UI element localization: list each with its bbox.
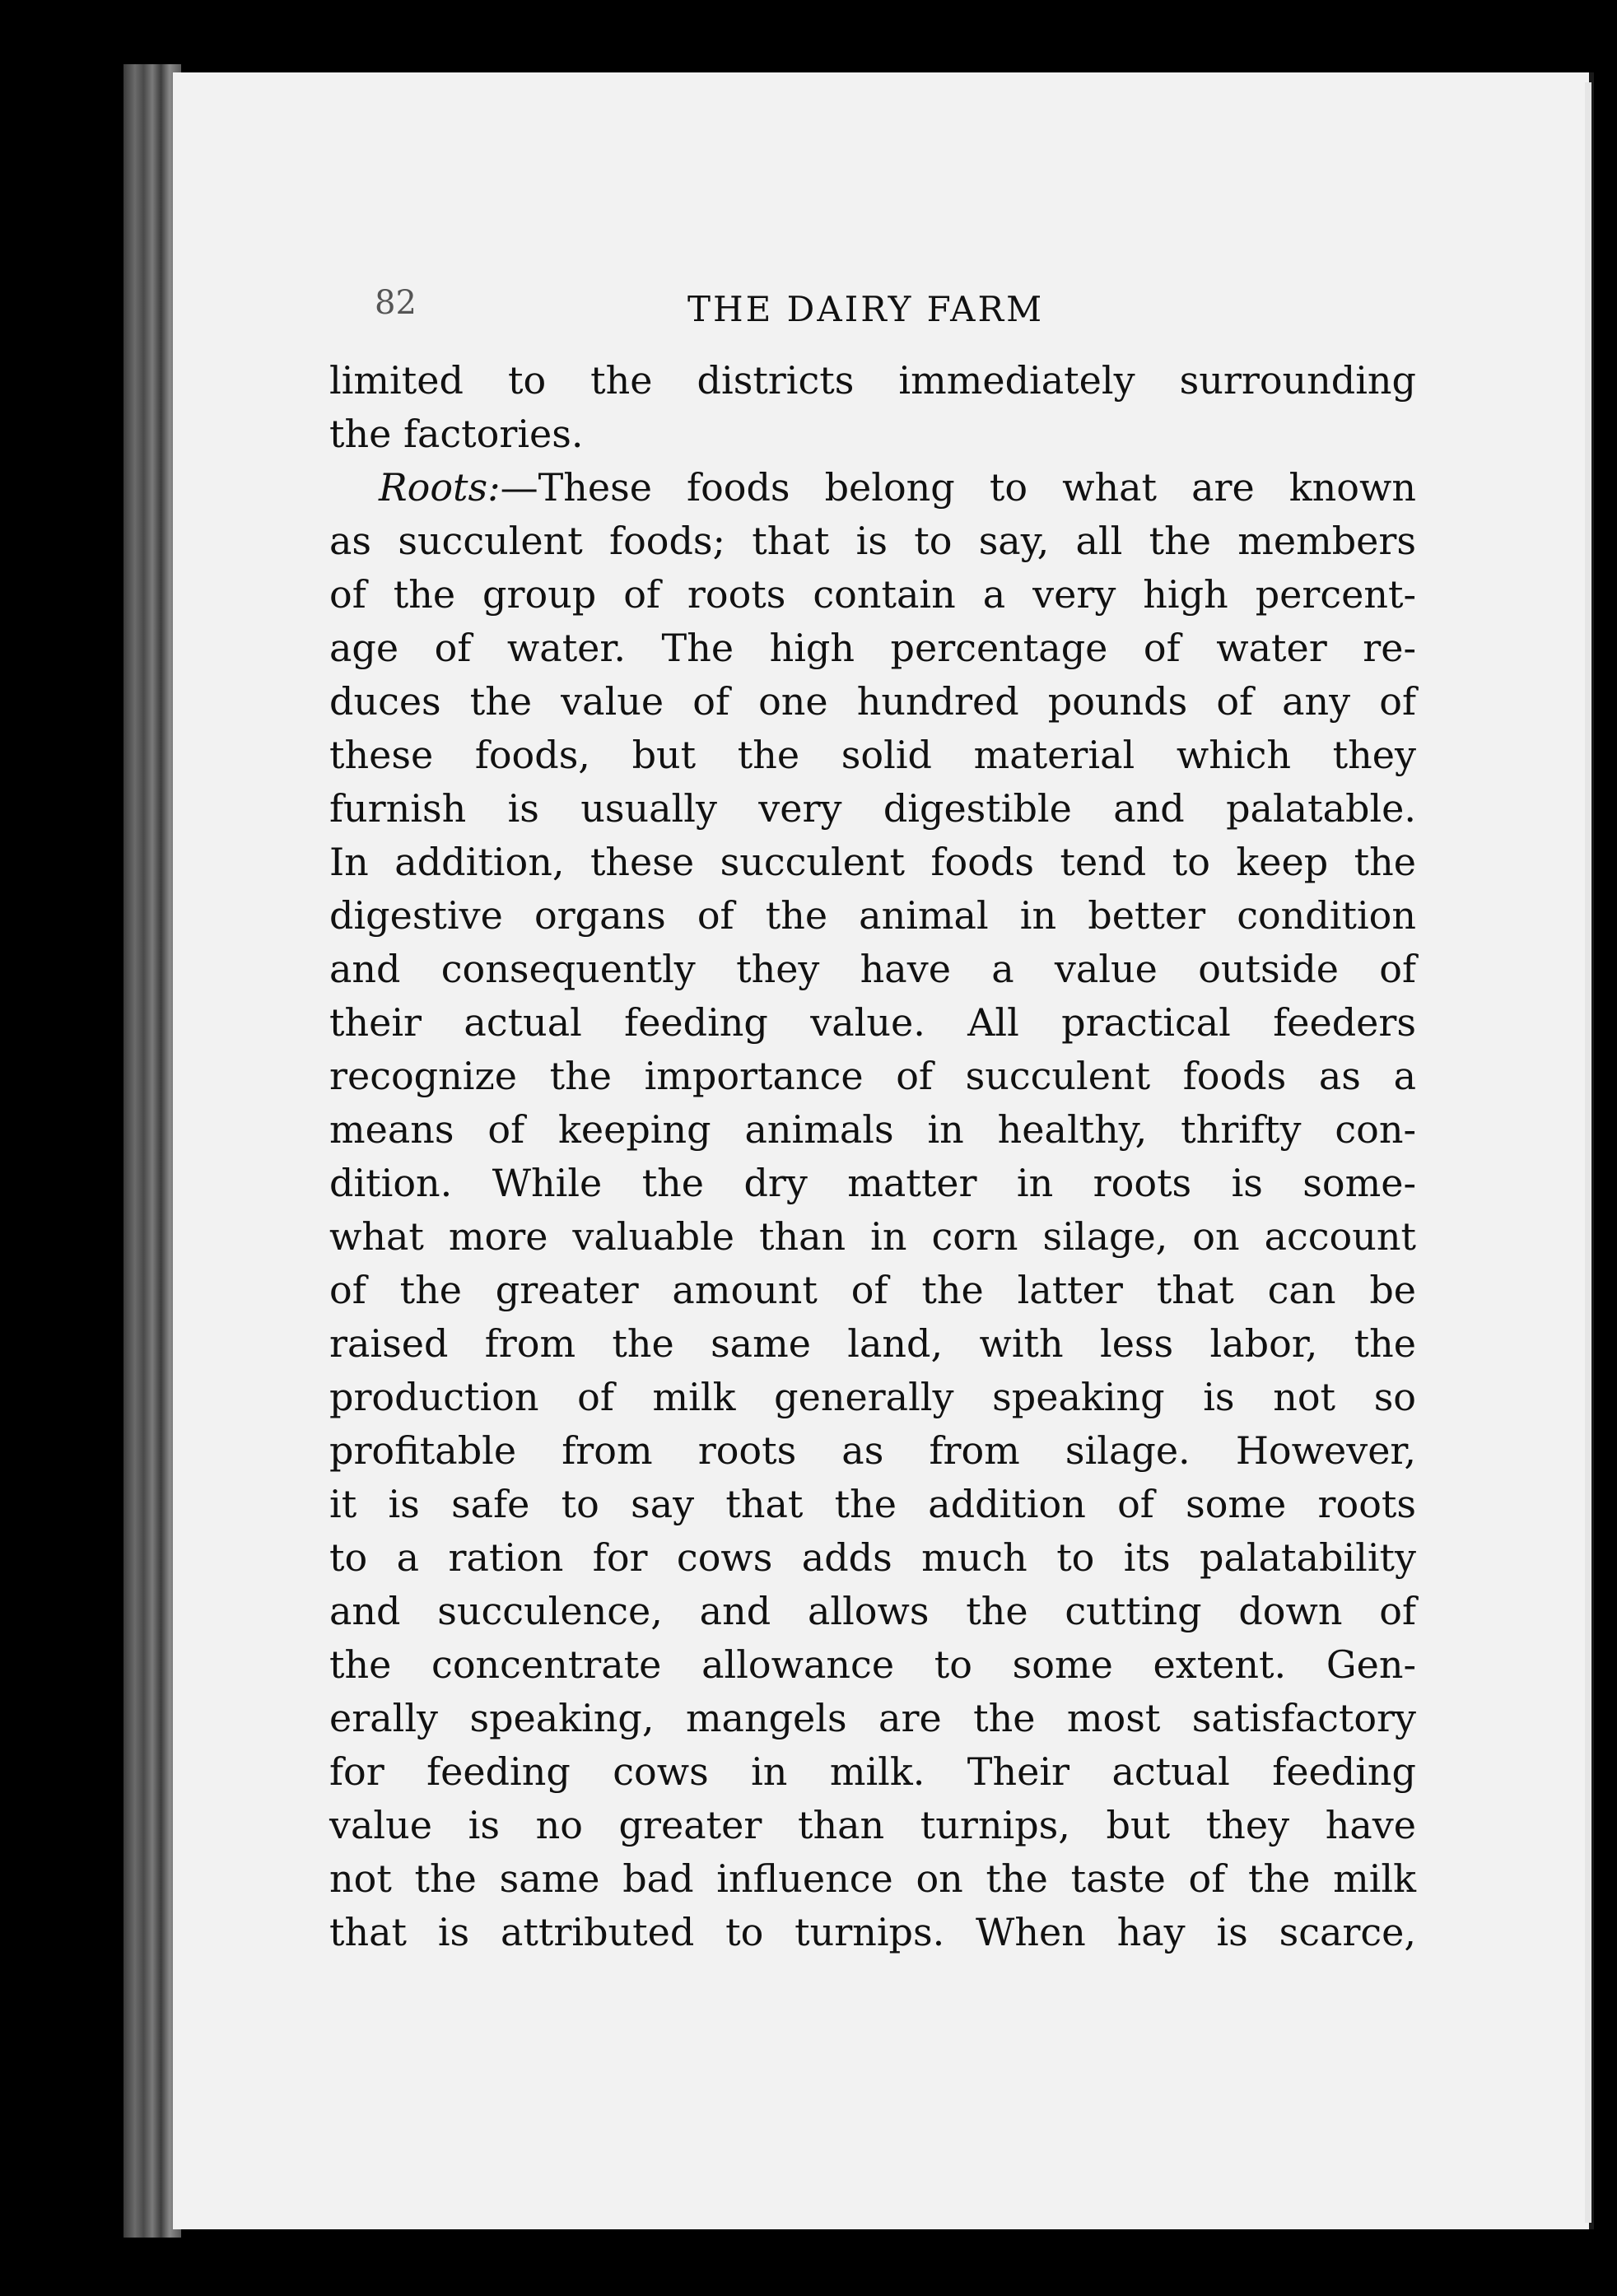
text-line: and consequently they have a value outside of (329, 947, 1416, 991)
text-line: the concentrate allowance to some extent. Gen- (329, 1642, 1416, 1687)
text-line: of the group of roots contain a very high percent- (329, 572, 1416, 617)
text-line: limited to the districts immediately surrounding (329, 358, 1416, 403)
text-line: the factories. (329, 412, 584, 456)
text-line: these foods, but the solid material which they (329, 733, 1416, 777)
text-line: dition. While the dry matter in roots is some- (329, 1161, 1416, 1205)
page-number: 82 (375, 284, 417, 322)
text-line: that is attributed to turnips. When hay is scarce, (329, 1910, 1416, 1954)
text-line: recognize the importance of succulent foods as a (329, 1054, 1416, 1098)
section-heading: Roots: (379, 465, 501, 510)
body-text (329, 354, 1416, 1959)
text-line: value is no greater than turnips, but they have (329, 1803, 1416, 1847)
text-line: In addition, these succulent foods tend to keep the (329, 840, 1416, 884)
text-line: means of keeping animals in healthy, thrifty con- (329, 1107, 1416, 1152)
text-line-content: —These foods belong to what are known (500, 465, 1416, 510)
text-line: production of milk generally speaking is not so (329, 1375, 1416, 1419)
text-line: not the same bad influence on the taste of the milk (329, 1856, 1416, 1901)
text-line: age of water. The high percentage of water re- (329, 626, 1416, 670)
text-line: of the greater amount of the latter that can be (329, 1268, 1416, 1312)
text-line: and succulence, and allows the cutting down of (329, 1589, 1416, 1633)
text-line: digestive organs of the animal in better condition (329, 893, 1416, 938)
text-line: duces the value of one hundred pounds of any of (329, 679, 1416, 724)
page-header (375, 284, 1116, 342)
running-head: THE DAIRY FARM (687, 289, 1045, 329)
text-line: erally speaking, mangels are the most satisfactory (329, 1696, 1416, 1740)
text-line (329, 461, 1416, 515)
text-line: it is safe to say that the addition of some roots (329, 1482, 1416, 1526)
text-line: their actual feeding value. All practical feeders (329, 1000, 1416, 1045)
text-line: profitable from roots as from silage. However, (329, 1428, 1416, 1473)
text-line: as succulent foods; that is to say, all the members (329, 519, 1416, 563)
page-edge (1585, 82, 1591, 2223)
text-line: to a ration for cows adds much to its palatability (329, 1535, 1416, 1580)
text-line: furnish is usually very digestible and palatable. (329, 786, 1416, 831)
text-line: for feeding cows in milk. Their actual feeding (329, 1749, 1416, 1794)
text-line: raised from the same land, with less labor, the (329, 1321, 1416, 1366)
text-line: what more valuable than in corn silage, on account (329, 1214, 1416, 1259)
